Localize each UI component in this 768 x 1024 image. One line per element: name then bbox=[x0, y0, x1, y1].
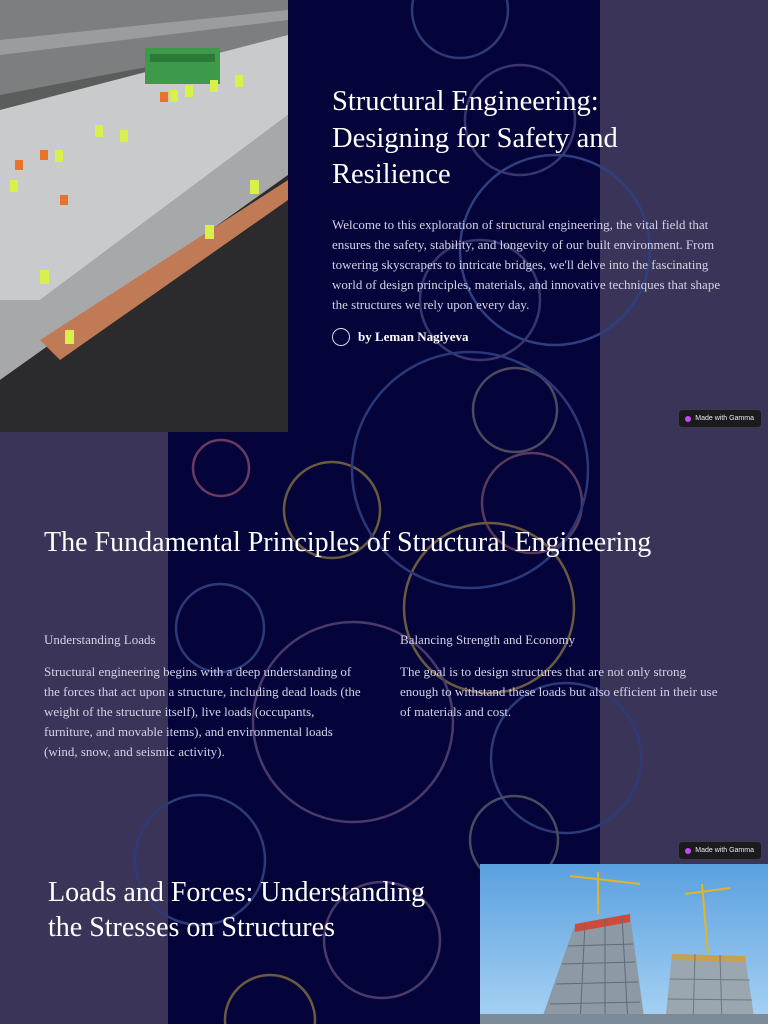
author-name: by Leman Nagiyeva bbox=[358, 329, 469, 344]
badge-label: Made with Gamma bbox=[695, 847, 754, 854]
slide-1-title: Structural Engineering: Designing for Safety and Resilience bbox=[332, 86, 618, 190]
understanding-loads-heading: Understanding Loads bbox=[44, 632, 156, 647]
strength-economy-text: The goal is to design structures that are not only strong enough to withstand these loads but also efficient in their use of materials and cost. bbox=[400, 664, 718, 719]
slide-2-title: The Fundamental Principles of Structural Engineering bbox=[44, 527, 652, 558]
slide-3-title: Loads and Forces: Understanding the Stresses on Structures bbox=[48, 877, 426, 943]
skyscraper-construction-photo bbox=[480, 864, 768, 1024]
badge-label: Made with Gamma bbox=[695, 415, 754, 422]
understanding-loads-text: Structural engineering begins with a deep understanding of the forces that act upon a structure, including dead loads (the weight of the structure itself), live loads (occupants, furniture, and movable items), and environmental loads (wind, snow, and seismic activity). bbox=[44, 664, 361, 759]
strength-economy-heading: Balancing Strength and Economy bbox=[400, 632, 576, 647]
slide-1-intro: Welcome to this exploration of structural engineering, the vital field that ensures the safety, stability, and longevity of our built environment. From towering skyscrapers to intricate bridges, we'll delve into the fascinating world of design principles, materials, and innovative techniques that shape the structures we rely upon every day. bbox=[332, 217, 721, 312]
